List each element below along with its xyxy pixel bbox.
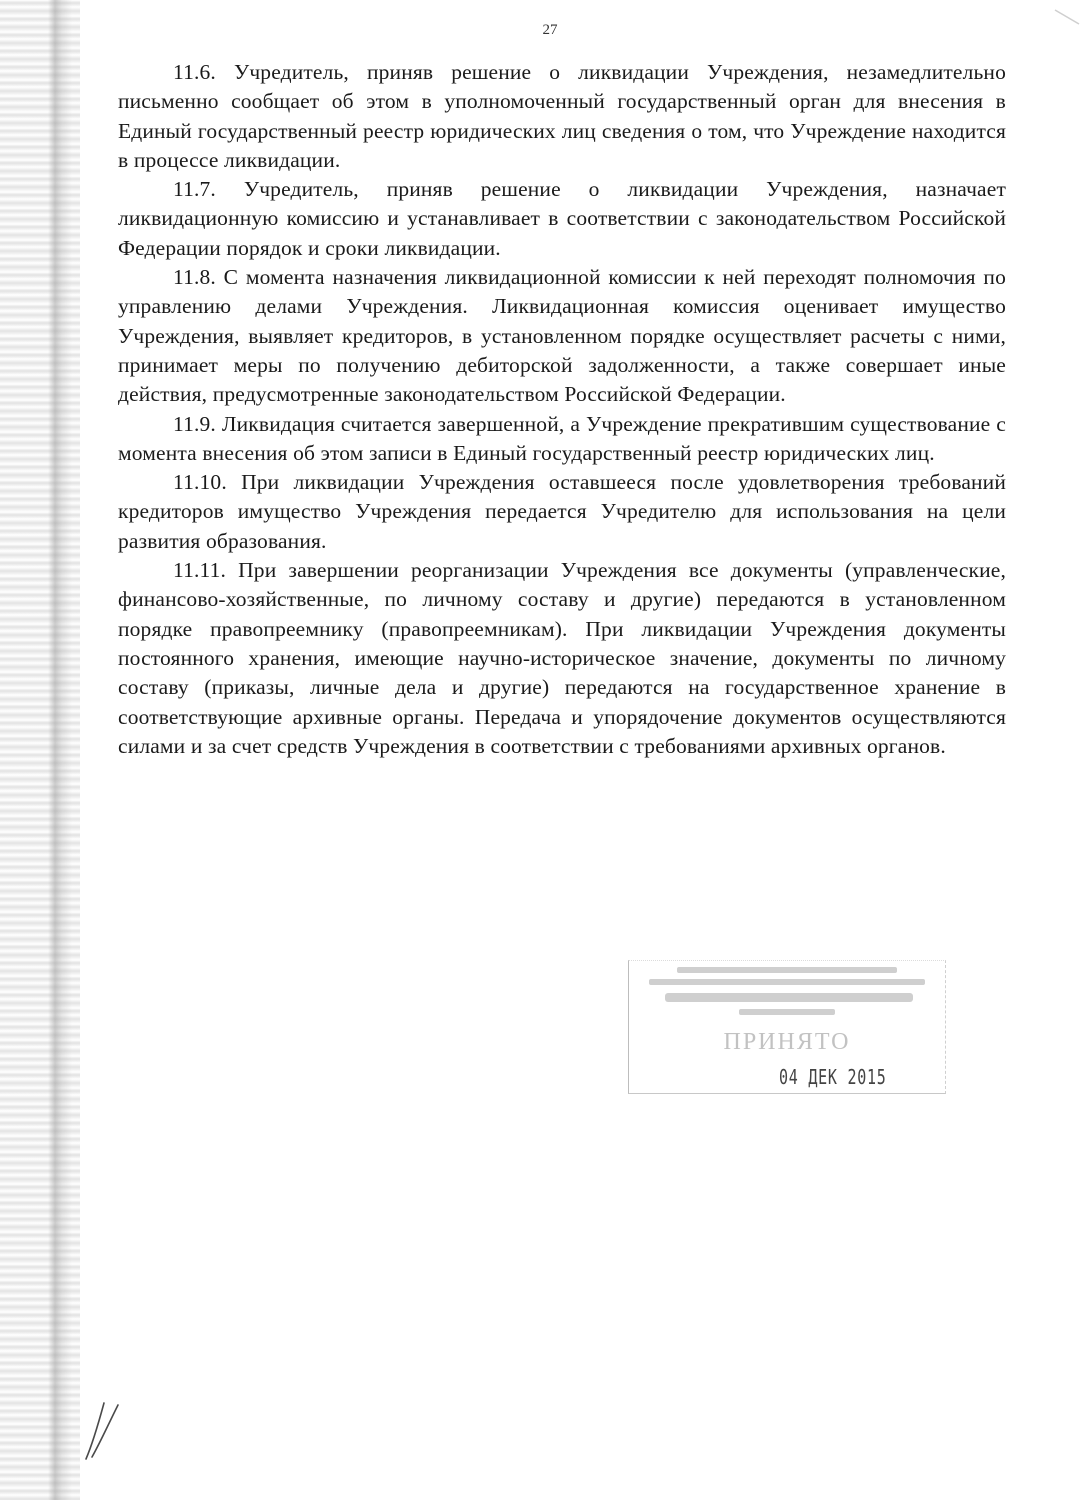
paragraph-11-7: 11.7. Учредитель, приняв решение о ликвидации Учреждения, назначает ликвидационную комиссию и устанавливает в соответствии с законодательством Российской Федерации порядок и сроки ликвидации. [118,177,1006,260]
signature-mark [78,1395,128,1465]
stamp-title: ПРИНЯТО [723,1029,851,1055]
document-body [118,58,1006,761]
paragraph-11-9: 11.9. Ликвидация считается завершенной, а Учреждение прекратившим существование с момента внесения об этом записи в Единый государственный реестр юридических лиц. [118,411,1006,465]
paragraph-11-6: 11.6. Учредитель, приняв решение о ликвидации Учреждения, незамедлительно письменно сообщает об этом в уполномоченный государственный орган для внесения в Единый государственный реестр юридических лиц сведения о том, что Учреждение находится в процессе ликвидации. [118,60,1006,172]
page-number: 27 [542,22,558,38]
stamp-date: 04 ДЕК 2015 [779,1065,887,1089]
registration-stamp [628,960,946,1094]
paragraph-11-8: 11.8. С момента назначения ликвидационной комиссии к ней переходят полномочия по управлению делами Учреждения. Ликвидационная комиссия оценивает имущество Учреждения, выявляет кредиторов, в установленном порядке осуществляет расчеты с ними, принимает меры по получению дебиторской задолженности, а также совершает иные действия, предусмотренные законодательством Российской Федерации. [118,265,1006,407]
paragraph-11-10: 11.10. При ликвидации Учреждения оставшееся после удовлетворения требований кредиторов имущество Учреждения передается Учредителю для использования на цели развития образования. [118,470,1006,553]
stamp-faded-text [629,961,945,1025]
scan-edge-artifact [0,0,80,1500]
paragraph-11-11: 11.11. При завершении реорганизации Учреждения все документы (управленческие, финансово-хозяйственные, по личному составу и другие) передаются в установленном порядке правопреемнику (правопреемникам). При ликвидации Учреждения документы постоянного хранения, имеющие научно-историческое значение, документы по личному составу (приказы, личные дела и другие) передаются на государственное хранение в соответствующие архивные органы. Передача и упорядочение документов осуществляются силами и за счет средств Учреждения в соответствии с требованиями архивных органов. [118,558,1006,758]
